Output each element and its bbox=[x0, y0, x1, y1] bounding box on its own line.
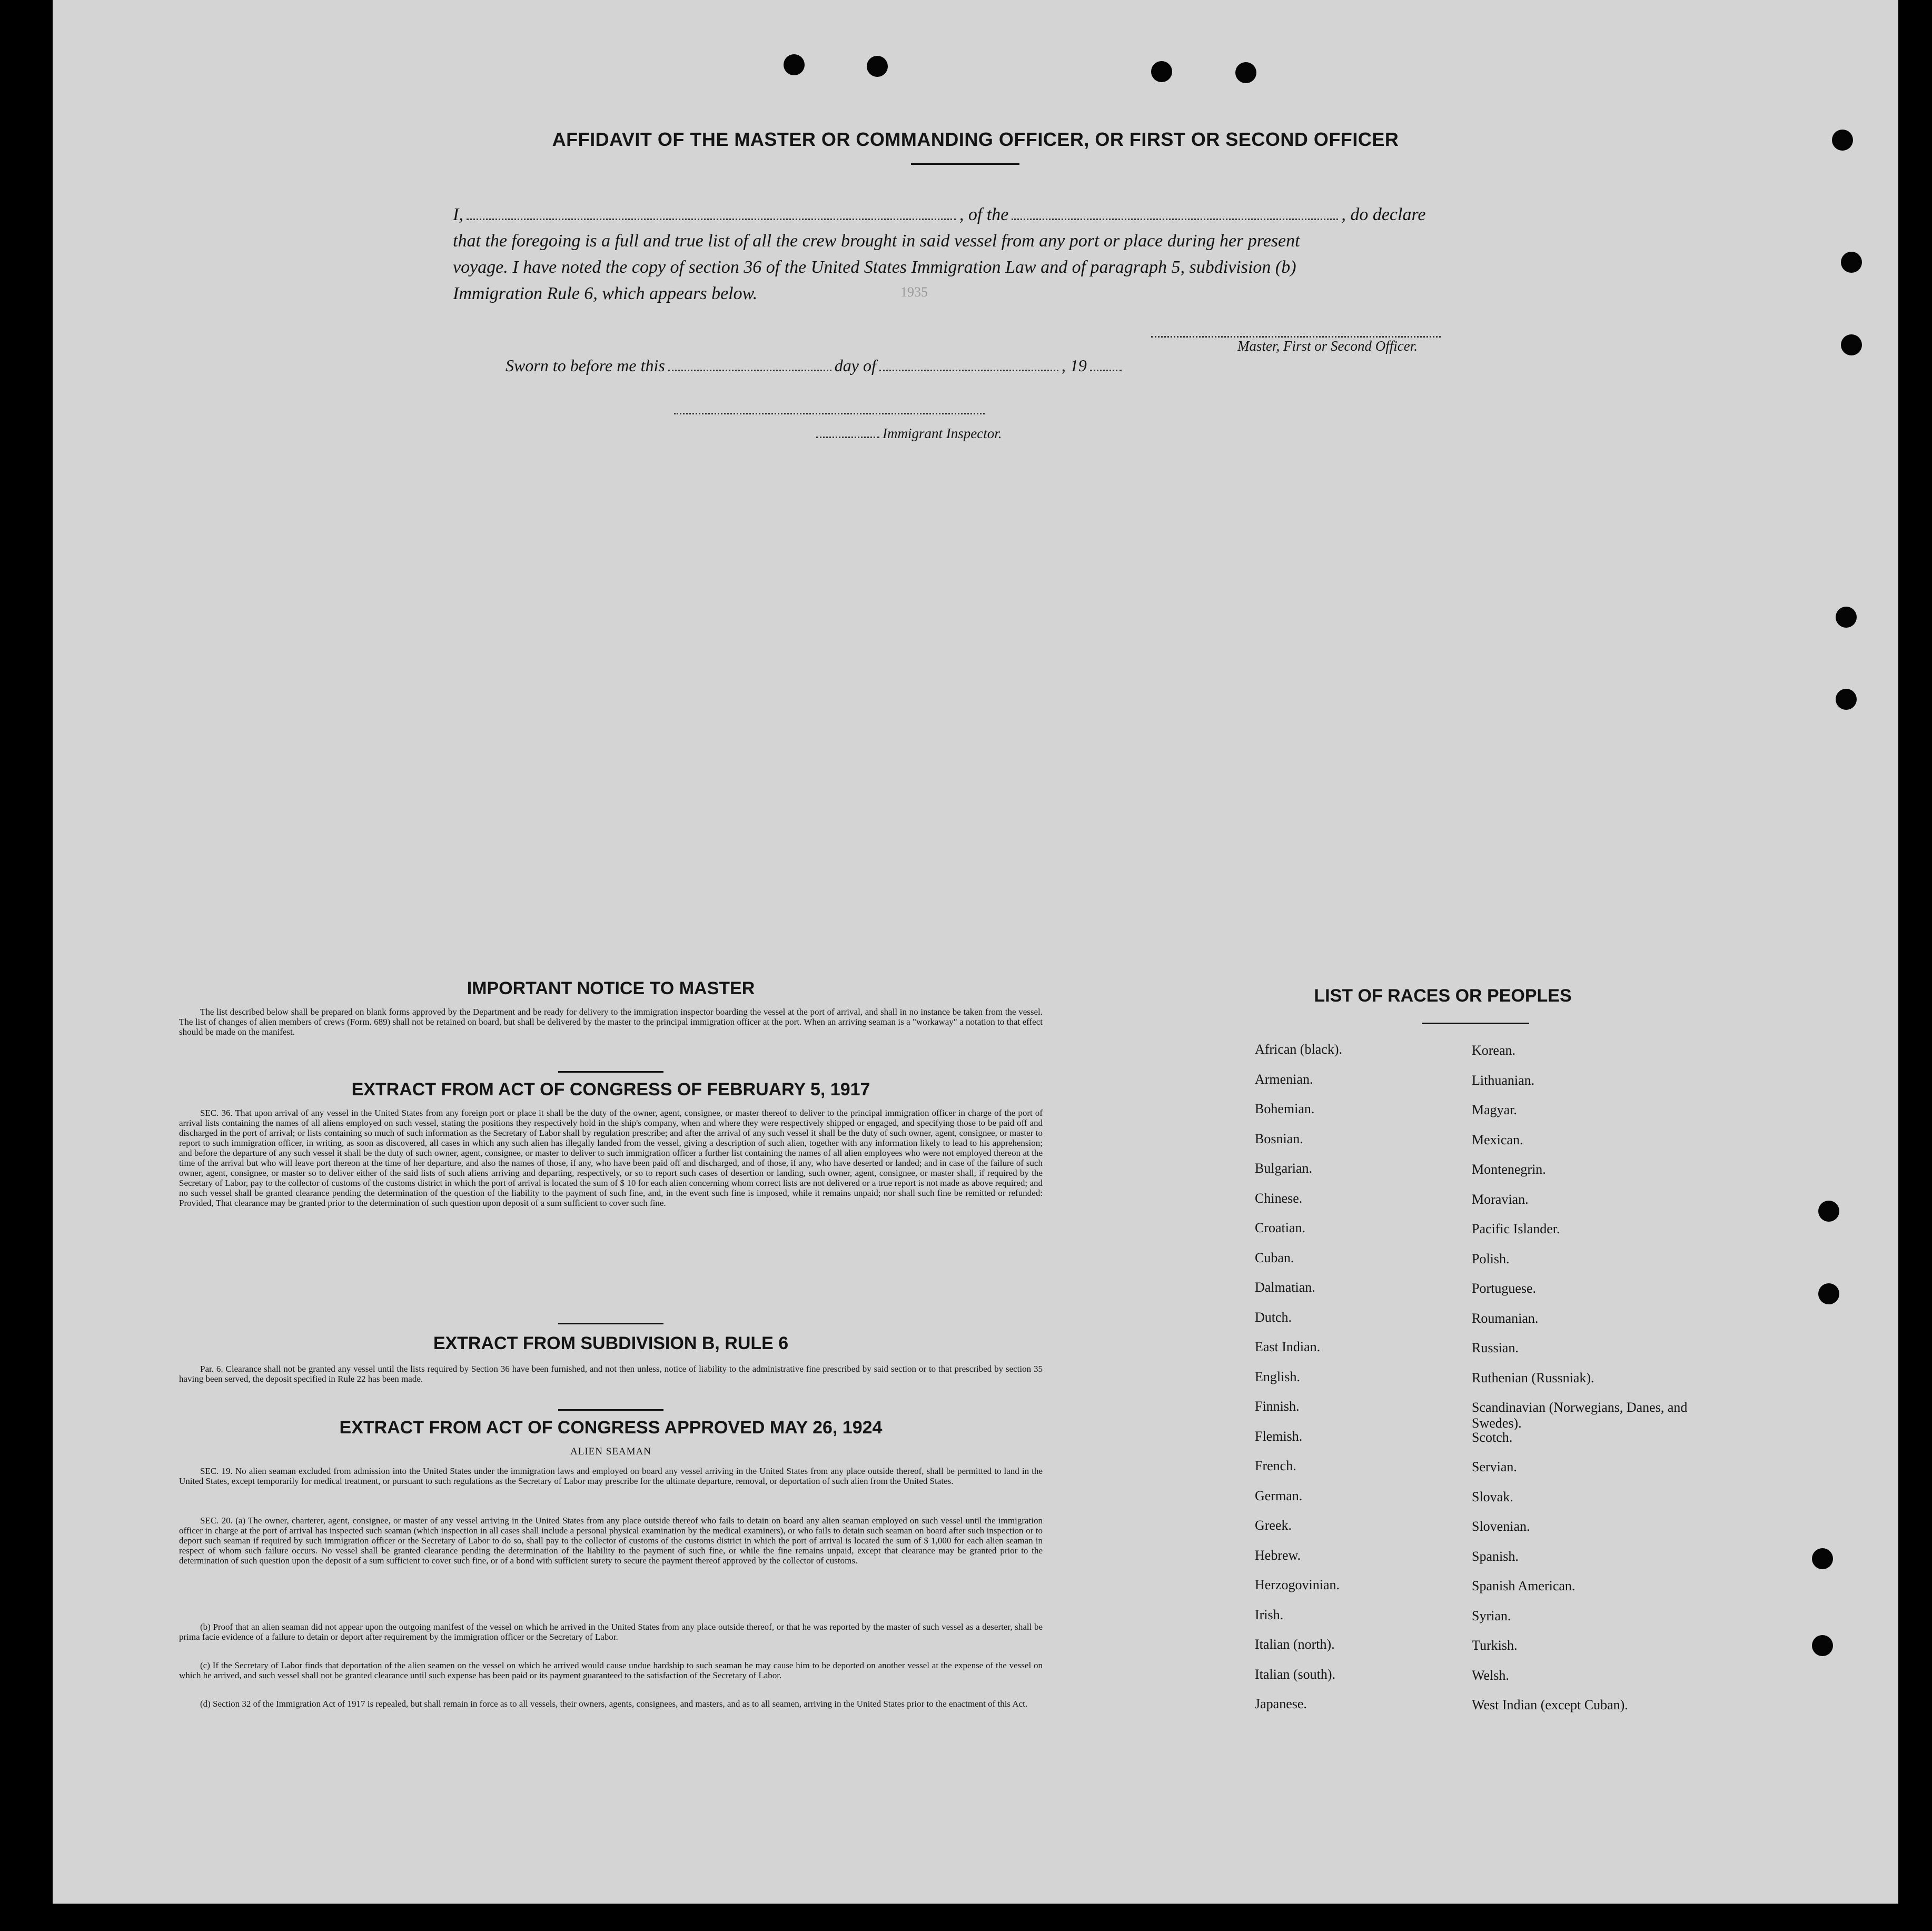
races-title: LIST OF RACES OR PEOPLES bbox=[1314, 986, 1572, 1006]
declare-label: , do declare bbox=[1341, 205, 1426, 224]
vessel-label: , of the bbox=[959, 205, 1009, 224]
extract-rule6-body: Par. 6. Clearance shall not be granted any vessel until the lists required by Section 36 have been furnished, and not then unless, notice of liability to the administrative fine prescribed by said section or to that prescribed by section 35 having been served, the deposit specified in Rule 22 has been made. bbox=[179, 1364, 1043, 1384]
race-entry: Bohemian. bbox=[1255, 1101, 1315, 1116]
race-entry: Pacific Islander. bbox=[1472, 1221, 1560, 1236]
punch-hole bbox=[1151, 61, 1172, 82]
divider bbox=[911, 163, 1019, 165]
race-entry: Italian (south). bbox=[1255, 1666, 1336, 1682]
extract-1924-sec19: SEC. 19. No alien seaman excluded from admission into the United States under the immigration laws and employed on board any vessel arriving in the United States from any place outside thereof, shall be permitted to land in the United States, except temporarily for medical treatment, or pursuant to such regulations as the Secretary of Labor may prescribe for the ultimate departure, removal, or deportation of such alien from the United States. bbox=[179, 1466, 1043, 1486]
sworn-day-field bbox=[668, 370, 831, 371]
punch-hole bbox=[1812, 1548, 1833, 1569]
race-entry: Bosnian. bbox=[1255, 1131, 1303, 1146]
sworn-year-field bbox=[1090, 370, 1122, 371]
inspector-dots bbox=[816, 437, 879, 438]
race-entry: Scotch. bbox=[1472, 1429, 1513, 1445]
extract-1924-subtitle: ALIEN SEAMAN bbox=[570, 1446, 651, 1457]
race-entry: Cuban. bbox=[1255, 1250, 1294, 1265]
divider bbox=[558, 1323, 663, 1324]
punch-hole bbox=[1235, 62, 1256, 83]
race-entry: Hebrew. bbox=[1255, 1547, 1301, 1563]
affidavit-line-4: Immigration Rule 6, which appears below. bbox=[453, 284, 758, 303]
master-signature-label: Master, First or Second Officer. bbox=[1237, 338, 1418, 354]
punch-hole bbox=[1836, 607, 1857, 628]
punch-hole bbox=[1818, 1283, 1839, 1304]
race-entry: Magyar. bbox=[1472, 1102, 1517, 1117]
race-entry: Bulgarian. bbox=[1255, 1161, 1313, 1176]
punch-hole bbox=[1818, 1201, 1839, 1222]
race-entry: Flemish. bbox=[1255, 1428, 1303, 1444]
punch-hole bbox=[867, 56, 888, 77]
race-entry: English. bbox=[1255, 1369, 1300, 1384]
race-entry: Herzogovinian. bbox=[1255, 1577, 1340, 1592]
race-entry: Spanish American. bbox=[1472, 1578, 1576, 1593]
race-entry: Servian. bbox=[1472, 1459, 1517, 1474]
day-of-label: day of bbox=[834, 356, 876, 375]
inspector-signature-field bbox=[674, 413, 985, 414]
races-column-2 bbox=[1472, 1043, 1693, 1727]
affidavit-line-3: voyage. I have noted the copy of section 36 of the United States Immigration Law and of paragraph 5, subdivision (b) bbox=[453, 258, 1296, 277]
punch-hole bbox=[1841, 334, 1862, 355]
race-entry: French. bbox=[1255, 1458, 1296, 1473]
inspector-line bbox=[816, 425, 1002, 442]
sworn-line bbox=[506, 354, 1125, 377]
punch-hole bbox=[1836, 689, 1857, 710]
divider bbox=[558, 1409, 663, 1411]
extract-1917-title: EXTRACT FROM ACT OF CONGRESS OF FEBRUARY 5, 1917 bbox=[351, 1080, 870, 1100]
race-entry: Welsh. bbox=[1472, 1667, 1509, 1683]
declarant-name-field bbox=[467, 219, 956, 220]
race-entry: Slovak. bbox=[1472, 1489, 1513, 1504]
race-entry: Korean. bbox=[1472, 1043, 1516, 1058]
extract-1924-title: EXTRACT FROM ACT OF CONGRESS APPROVED MAY 26, 1924 bbox=[339, 1418, 883, 1438]
race-entry: Portuguese. bbox=[1472, 1281, 1537, 1296]
race-entry: Ruthenian (Russniak). bbox=[1472, 1370, 1594, 1385]
race-entry: Japanese. bbox=[1255, 1696, 1307, 1711]
extract-1924-sec20b: (b) Proof that an alien seaman did not appear upon the outgoing manifest of the vessel on which he arrived in the United States from any place outside thereof, or that he was reported by the master of such vessel as a deserter, shall be prima facie evidence of a failure to detain or deport after requirement by the immigration officer or the Secretary of Labor. bbox=[179, 1622, 1043, 1642]
race-entry: German. bbox=[1255, 1488, 1303, 1503]
extract-rule6-title: EXTRACT FROM SUBDIVISION B, RULE 6 bbox=[433, 1333, 789, 1353]
master-signature-field bbox=[1151, 336, 1441, 338]
extract-1924-sec20a: SEC. 20. (a) The owner, charterer, agent, consignee, or master of any vessel arriving in the United States from any place outside thereof who fails to detain on board any alien seaman employed on such vessel until the immigration officer in charge at the port of arrival has inspected such seaman (which inspection in all cases shall include a personal physical examination by the medical examiners), or who fails to detain such seaman on board after such inspection or to deport such seaman if required by such immigration officer or the Secretary of Labor to do so, shall pay to the collector of customs of the customs district in which the port of arrival is located the sum of $ 1,000 for each alien seaman in respect of whom such failure occurs. No vessel shall be granted clearance pending the determination of the liability to the payment of such fine, or while the fine remains unpaid, except that clearance may be granted prior to the determination of such question upon the deposit of a sum sufficient to cover such fine, or of a bond with sufficient surety to secure the payment thereof approved by the collector of customs. bbox=[179, 1516, 1043, 1566]
sworn-label: Sworn to before me this bbox=[506, 356, 665, 375]
divider bbox=[558, 1071, 663, 1073]
race-entry: Armenian. bbox=[1255, 1071, 1313, 1087]
race-entry: African (black). bbox=[1255, 1042, 1343, 1057]
race-entry: Slovenian. bbox=[1472, 1519, 1530, 1534]
race-entry: East Indian. bbox=[1255, 1339, 1321, 1354]
race-entry: Greek. bbox=[1255, 1518, 1292, 1533]
races-column-1 bbox=[1255, 1042, 1434, 1726]
race-entry: West Indian (except Cuban). bbox=[1472, 1697, 1628, 1712]
race-entry: Spanish. bbox=[1472, 1548, 1519, 1564]
inspector-signature-label: Immigrant Inspector. bbox=[883, 425, 1002, 441]
race-entry: Russian. bbox=[1472, 1340, 1519, 1355]
bleed-through-year: 1935 bbox=[900, 284, 928, 300]
punch-hole bbox=[784, 54, 805, 75]
race-entry: Montenegrin. bbox=[1472, 1162, 1546, 1177]
vessel-name-field bbox=[1012, 219, 1338, 220]
punch-hole bbox=[1812, 1635, 1833, 1656]
race-entry: Chinese. bbox=[1255, 1190, 1303, 1206]
affidavit-line-1 bbox=[453, 202, 1532, 228]
race-entry: Dutch. bbox=[1255, 1309, 1292, 1325]
race-entry: Syrian. bbox=[1472, 1608, 1511, 1623]
document-sheet bbox=[53, 0, 1898, 1904]
punch-hole bbox=[1841, 252, 1862, 273]
race-entry: Roumanian. bbox=[1472, 1310, 1539, 1326]
race-entry: Italian (north). bbox=[1255, 1637, 1335, 1652]
race-entry: Polish. bbox=[1472, 1251, 1510, 1266]
race-entry: Mexican. bbox=[1472, 1132, 1523, 1147]
race-entry: Irish. bbox=[1255, 1607, 1284, 1622]
race-entry: Croatian. bbox=[1255, 1220, 1306, 1235]
notice-body: The list described below shall be prepared on blank forms approved by the Department and be ready for delivery to the immigration inspector boarding the vessel at the port of arrival, and shall in no instance be taken from the vessel. The list of changes of alien members of crews (Form. 689) shall not be retained on board, but shall be delivered by the master to the principal immigration officer at the port. When an arriving seaman is a "workaway" a notation to that effect should be made on the manifest. bbox=[179, 1007, 1043, 1037]
affidavit-title: AFFIDAVIT OF THE MASTER OR COMMANDING OFFICER, OR FIRST OR SECOND OFFICER bbox=[552, 128, 1399, 150]
race-entry: Finnish. bbox=[1255, 1399, 1300, 1414]
year-label: , 19 bbox=[1061, 356, 1087, 375]
notice-title: IMPORTANT NOTICE TO MASTER bbox=[467, 978, 755, 998]
sworn-month-field bbox=[879, 370, 1058, 371]
extract-1924-sec20c: (c) If the Secretary of Labor finds that deportation of the alien seamen on the vessel on which he arrived would cause undue hardship to such seaman he may cause him to be deported on another vessel at the expense of the vessel on which he arrived, and such vessel shall not be granted clearance until such expense has been paid or its payment guaranteed to the satisfaction of the Secretary of Labor. bbox=[179, 1660, 1043, 1680]
extract-1917-body: SEC. 36. That upon arrival of any vessel in the United States from any foreign port or place it shall be the duty of the owner, agent, consignee, or master thereof to deliver to the principal immigration officer in charge of the port of arrival lists containing the names of all aliens employed on such vessel, stating the positions they respectively hold in the ship's company, when and where they were respectively shipped or engaged, and specifying those to be paid off and discharged in the port of arrival; or lists containing so much of such information as the Secretary of Labor shall by regulation prescribe; and after the arrival of any such vessel it shall be the duty of such owner, agent, consignee, or master to report to such immigration officer, in writing, as soon as discovered, all cases in which any such alien has illegally landed from the vessel, giving a description of such alien, together with any information likely to lead to his apprehension; and before the departure of any such vessel it shall be the duty of such owner, agent, consignee, or master to deliver to such immigration officer a further list containing the names of all alien employees who were not employed thereon at the time of the arrival but who will leave port thereon at the time of her departure, and also the names of those, if any, who have been paid off and discharged, and of those, if any, who have deserted or landed; and in case of the failure of such owner, agent, consignee, or master so to deliver either of the said lists of such aliens arriving and departing, respectively, or so to report such cases of desertion or landing, such owner, agent, consignee, or master shall, if required by the Secretary of Labor, pay to the collector of customs of the customs district in which the port of arrival is located the sum of $ 10 for each alien concerning whom correct lists are not delivered or a true report is not made as above required; and no such vessel shall be granted clearance pending the determination of the question of the liability to the payment of such fine, and, in the event such fine is imposed, while it remains unpaid; nor shall such fine be remitted or refunded: Provided, That clearance may be granted prior to the determination of such question upon deposit of a sum sufficient to cover such fine. bbox=[179, 1108, 1043, 1208]
extract-1924-sec20d: (d) Section 32 of the Immigration Act of 1917 is repealed, but shall remain in force as to all vessels, their owners, agents, consignees, and masters, and as to all seamen, arriving in the United States prior to the enactment of this Act. bbox=[200, 1699, 1028, 1709]
race-entry: Moravian. bbox=[1472, 1191, 1529, 1207]
divider bbox=[1422, 1023, 1529, 1024]
race-entry: Dalmatian. bbox=[1255, 1280, 1315, 1295]
declarant-label: I, bbox=[453, 205, 463, 224]
race-entry: Turkish. bbox=[1472, 1638, 1518, 1653]
race-entry: Scandinavian (Norwegians, Danes, and Swedes). bbox=[1472, 1400, 1688, 1431]
affidavit-line-2: that the foregoing is a full and true list of all the crew brought in said vessel from any port or place during her present bbox=[453, 231, 1300, 251]
race-entry: Lithuanian. bbox=[1472, 1072, 1535, 1088]
